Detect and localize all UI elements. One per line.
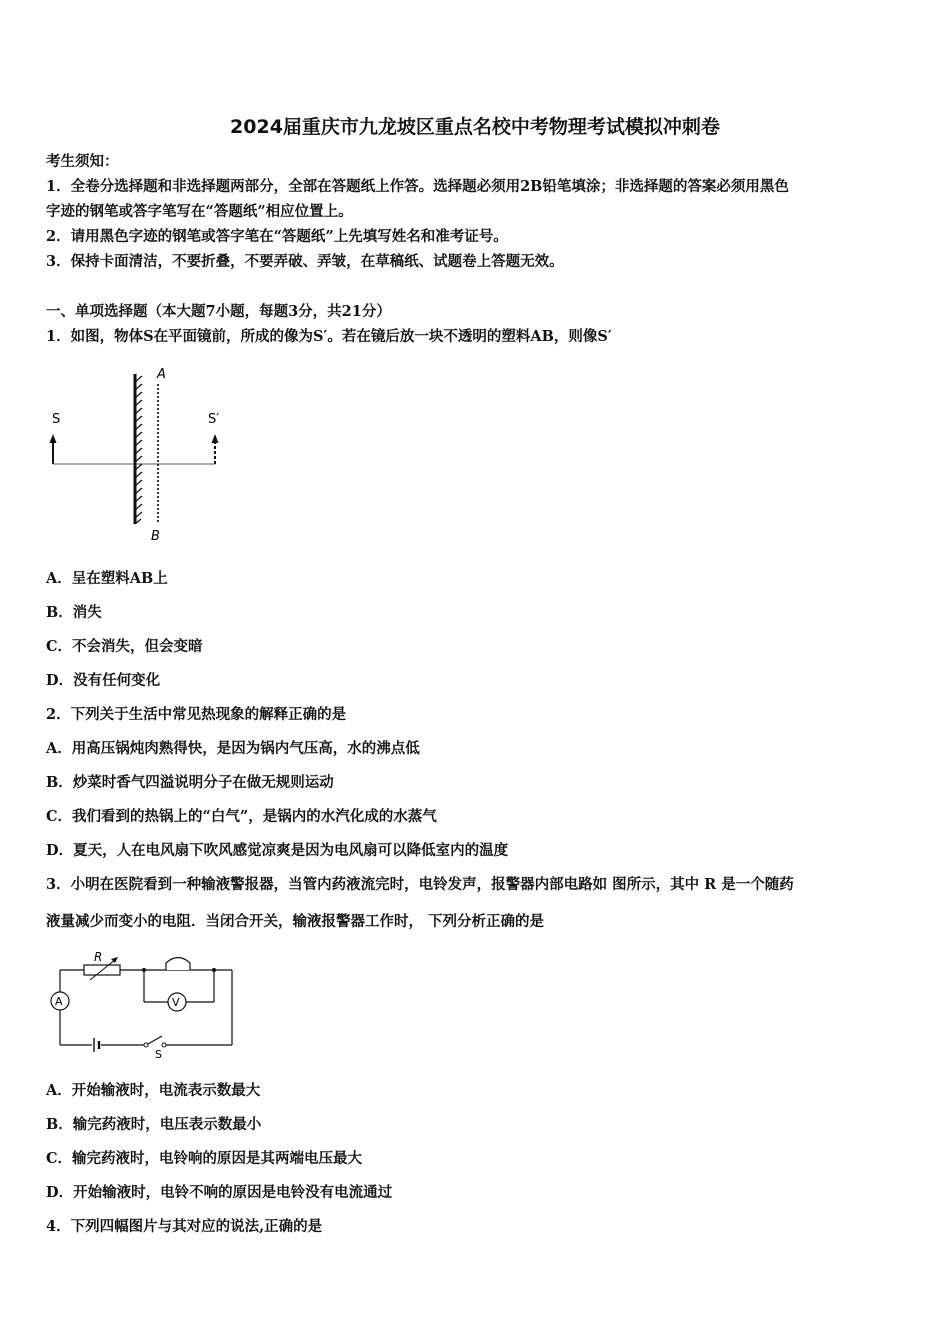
question-1-stem: 1．如图，物体S在平面镜前，所成的像为S′。若在镜后放一块不透明的塑料AB，则像S′ — [46, 328, 612, 345]
option: D．没有任何变化 — [46, 672, 161, 689]
notice-item: 3．保持卡面清洁，不要折叠，不要弄破、弄皱，在草稿纸、试题卷上答题无效。 — [46, 253, 564, 270]
option: A．用高压锅炖肉熟得快，是因为锅内气压高，水的沸点低 — [46, 740, 420, 757]
figure-label-a: A — [157, 367, 166, 382]
option: B．消失 — [46, 604, 102, 621]
option: D．开始输液时，电铃不响的原因是电铃没有电流通过 — [46, 1184, 393, 1201]
figure-label-s-prime: S′ — [208, 412, 220, 427]
option: C．输完药液时，电铃响的原因是其两端电压最大 — [46, 1150, 363, 1167]
voltmeter-label: V — [172, 996, 180, 1009]
question-2-stem: 2．下列关于生活中常见热现象的解释正确的是 — [46, 706, 347, 723]
question-3-stem: 3．小明在医院看到一种输液警报器，当管内药液流完时，电铃发声，报警器内部电路如 图所示，其中 R 是一个随药 — [46, 876, 794, 893]
figure-label-b: B — [151, 529, 160, 544]
page-title: 2024届重庆市九龙坡区重点名校中考物理考试模拟冲刺卷 — [230, 116, 720, 138]
section-heading: 一、单项选择题（本大题7小题，每题3分，共21分） — [46, 303, 391, 320]
switch-label: S — [155, 1048, 162, 1060]
option: B．输完药液时，电压表示数最小 — [46, 1116, 262, 1133]
figure-label-s: S — [52, 412, 61, 427]
notice-item: 字迹的钢笔或答字笔写在“答题纸”相应位置上。 — [46, 203, 353, 220]
circuit-figure — [44, 950, 244, 1064]
notice-item: 1．全卷分选择题和非选择题两部分，全部在答题纸上作答。选择题必须用2B铅笔填涂；非选择题的答案必须用黑色 — [46, 178, 789, 195]
option: D．夏天，人在电风扇下吹风感觉凉爽是因为电风扇可以降低室内的温度 — [46, 842, 509, 859]
question-4-stem: 4．下列四幅图片与其对应的说法,正确的是 — [46, 1218, 323, 1235]
notice-item: 2．请用黑色字迹的钢笔或答字笔在“答题纸”上先填写姓名和准考证号。 — [46, 228, 508, 245]
resistor-label: R — [94, 950, 103, 964]
mirror-figure — [40, 362, 240, 556]
notice-heading: 考生须知： — [46, 153, 119, 170]
option: C．我们看到的热锅上的“白气”，是锅内的水汽化成的水蒸气 — [46, 808, 437, 825]
option: B．炒菜时香气四溢说明分子在做无规则运动 — [46, 774, 334, 791]
option: A．开始输液时，电流表示数最大 — [46, 1082, 261, 1099]
option: A．呈在塑料AB上 — [46, 570, 168, 587]
option: C．不会消失，但会变暗 — [46, 638, 203, 655]
ammeter-label: A — [55, 995, 63, 1008]
question-3-stem-cont: 液量减少而变小的电阻．当闭合开关，输液报警器工作时， 下列分析正确的是 — [46, 913, 545, 930]
